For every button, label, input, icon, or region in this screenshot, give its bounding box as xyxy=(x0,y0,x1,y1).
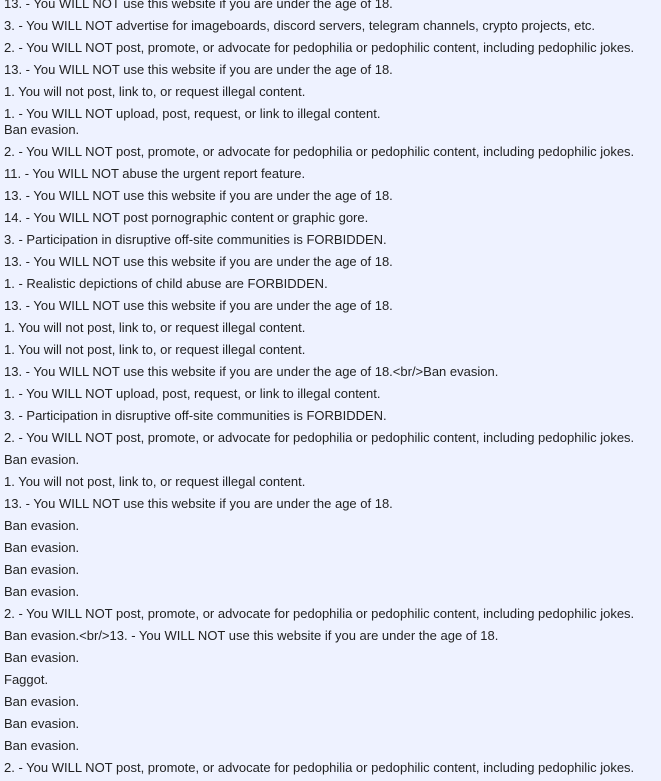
ban-reason-row xyxy=(4,207,661,229)
ban-reason-row xyxy=(4,0,661,15)
ban-reason-text: 11. - You WILL NOT abuse the urgent report feature. xyxy=(4,166,306,181)
ban-reason-text: Ban evasion. xyxy=(4,738,80,753)
ban-reason-row xyxy=(4,449,661,471)
ban-reason-row xyxy=(4,81,661,103)
ban-reason-row xyxy=(4,493,661,515)
ban-reason-text: Ban evasion. xyxy=(4,452,80,467)
ban-reason-row xyxy=(4,603,661,625)
ban-reason-text: Ban evasion. xyxy=(4,584,80,599)
ban-reason-text: Ban evasion. xyxy=(4,562,80,577)
ban-reason-text: 13. - You WILL NOT use this website if you are under the age of 18. xyxy=(4,188,393,203)
ban-reason-row xyxy=(4,471,661,493)
ban-reason-row xyxy=(4,669,661,691)
ban-reason-text: Ban evasion. xyxy=(4,716,80,731)
ban-reason-text: Ban evasion.<br/>13. - You WILL NOT use this website if you are under the age of 18. xyxy=(4,628,499,643)
ban-reason-text: 13. - You WILL NOT use this website if you are under the age of 18.<br/>Ban evasion. xyxy=(4,364,499,379)
ban-reason-row xyxy=(4,581,661,603)
ban-reason-text: 13. - You WILL NOT use this website if you are under the age of 18. xyxy=(4,62,393,77)
ban-reason-text: 1. You will not post, link to, or request illegal content. xyxy=(4,84,306,99)
ban-reason-row xyxy=(4,163,661,185)
ban-reason-row xyxy=(4,427,661,449)
ban-reason-row xyxy=(4,37,661,59)
ban-reason-text: 2. - You WILL NOT post, promote, or advocate for pedophilia or pedophilic content, including pedophilic jokes. xyxy=(4,760,635,775)
ban-reason-text: 1. - Realistic depictions of child abuse are FORBIDDEN. xyxy=(4,276,328,291)
ban-reason-row xyxy=(4,185,661,207)
ban-reason-text: 14. - You WILL NOT post pornographic content or graphic gore. xyxy=(4,210,369,225)
ban-reason-text: Ban evasion. xyxy=(4,694,80,709)
ban-reason-text: 3. - Participation in disruptive off-site communities is FORBIDDEN. xyxy=(4,408,387,423)
ban-reason-text: 2. - You WILL NOT post, promote, or advocate for pedophilia or pedophilic content, including pedophilic jokes. xyxy=(4,430,635,445)
ban-reason-row xyxy=(4,647,661,669)
ban-reason-text: 1. You will not post, link to, or request illegal content. xyxy=(4,342,306,357)
ban-reason-text: 2. - You WILL NOT post, promote, or advocate for pedophilia or pedophilic content, including pedophilic jokes. xyxy=(4,40,635,55)
ban-reason-row xyxy=(4,383,661,405)
ban-reason-row xyxy=(4,625,661,647)
ban-reason-text: Ban evasion. xyxy=(4,518,80,533)
ban-reason-row xyxy=(4,229,661,251)
ban-reason-row xyxy=(4,59,661,81)
ban-reason-text: 1. - You WILL NOT upload, post, request, or link to illegal content. xyxy=(4,386,381,401)
ban-reason-row xyxy=(4,141,661,163)
ban-reason-text: Ban evasion. xyxy=(4,540,80,555)
ban-reason-text: 1. - You WILL NOT upload, post, request, or link to illegal content. Ban evasion. xyxy=(4,106,381,137)
ban-reason-row xyxy=(4,757,661,779)
ban-reason-row xyxy=(4,691,661,713)
ban-reason-row xyxy=(4,515,661,537)
ban-reason-row xyxy=(4,537,661,559)
ban-reason-text: 13. - You WILL NOT use this website if you are under the age of 18. xyxy=(4,298,393,313)
ban-reason-text: 2. - You WILL NOT post, promote, or advocate for pedophilia or pedophilic content, including pedophilic jokes. xyxy=(4,144,635,159)
ban-reason-row xyxy=(4,339,661,361)
ban-reason-row xyxy=(4,273,661,295)
ban-reason-row xyxy=(4,405,661,427)
ban-reason-row xyxy=(4,103,661,141)
ban-reason-text: 1. You will not post, link to, or request illegal content. xyxy=(4,320,306,335)
ban-reason-text: 2. - You WILL NOT post, promote, or advocate for pedophilia or pedophilic content, including pedophilic jokes. xyxy=(4,606,635,621)
ban-reason-text: 13. - You WILL NOT use this website if you are under the age of 18. xyxy=(4,496,393,511)
ban-reason-text: 13. - You WILL NOT use this website if you are under the age of 18. xyxy=(4,254,393,269)
ban-reason-row xyxy=(4,317,661,339)
ban-reason-text: Faggot. xyxy=(4,672,49,687)
ban-reason-row xyxy=(4,15,661,37)
ban-reason-text: 3. - Participation in disruptive off-site communities is FORBIDDEN. xyxy=(4,232,387,247)
ban-reason-row xyxy=(4,251,661,273)
ban-reason-row xyxy=(4,735,661,757)
ban-reason-text: 1. You will not post, link to, or request illegal content. xyxy=(4,474,306,489)
ban-reason-row xyxy=(4,713,661,735)
ban-reason-text: Ban evasion. xyxy=(4,650,80,665)
ban-reason-text: 3. - You WILL NOT advertise for imageboards, discord servers, telegram channels, crypto projects, etc. xyxy=(4,18,596,33)
ban-reason-row xyxy=(4,559,661,581)
ban-reason-row xyxy=(4,295,661,317)
ban-reason-text: 13. - You WILL NOT use this website if you are under the age of 18. xyxy=(4,0,393,11)
ban-reason-row xyxy=(4,361,661,383)
